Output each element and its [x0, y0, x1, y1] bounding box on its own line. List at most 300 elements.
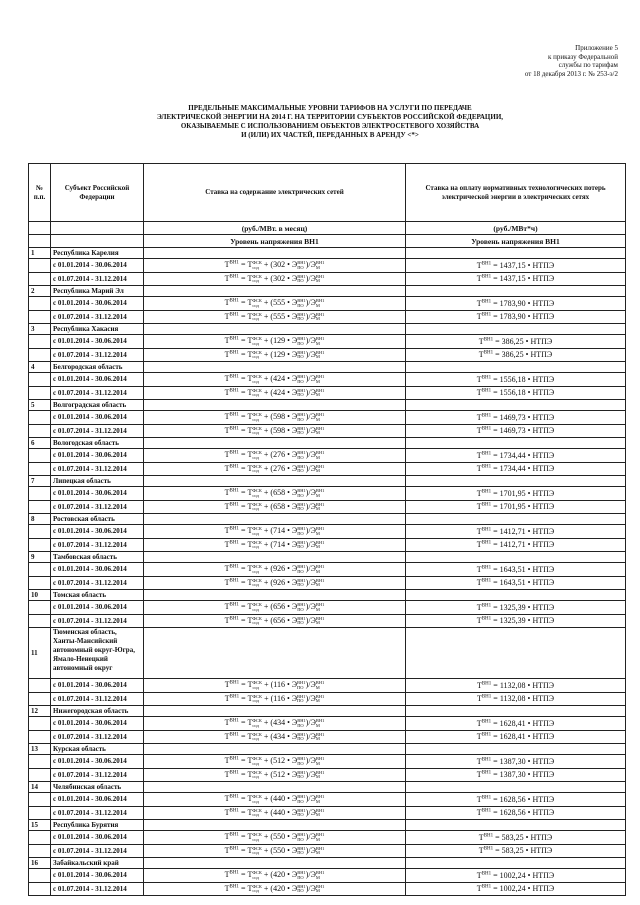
super-sub-index — [297, 795, 306, 804]
region-row — [29, 590, 626, 601]
subscript: ПО — [297, 468, 304, 474]
maintenance-rate-formula: $Т^{ВН1} = Т$ ФСК сод + (926 • Э ВН1 ПО )/Э ВН1 М — [144, 576, 406, 590]
subscript: М — [315, 620, 320, 626]
super-sub-index — [297, 451, 306, 460]
superscript: ВН1 — [315, 336, 325, 342]
superscript: ФСК — [252, 870, 262, 876]
period-label: с 01.01.2014 - 30.06.2014 — [51, 869, 144, 883]
header-maintenance: Ставка на содержание электрических сетей — [144, 164, 406, 222]
super-sub-index — [316, 261, 325, 270]
appendix-line: от 18 декабря 2013 г. № 253-э/2 — [524, 69, 618, 78]
loss-rate-value: 583,25 — [501, 846, 524, 856]
appendix-line: службы по тарифам — [558, 61, 618, 69]
period-label: с 01.01.2014 - 30.06.2014 — [51, 563, 144, 577]
super-sub-index — [316, 427, 325, 436]
losses-rate-formula: $Т^{ВН1} = 1783,90$ • НТПЭ — [406, 310, 626, 324]
maintenance-rate-formula: $Т^{ВН1} = Т$ ФСК сод + (424 • Э ВН1 ПО )/Э ВН1 М — [144, 373, 406, 387]
superscript: ВН1 — [229, 336, 239, 342]
period-row — [29, 373, 626, 387]
loss-rate-value: 1132,08 — [499, 694, 526, 704]
period-label: с 01.01.2014 - 30.06.2014 — [51, 679, 144, 693]
region-row — [29, 744, 626, 755]
level-maintenance: Уровень напряжения ВН1 — [144, 235, 406, 248]
superscript: ФСК — [252, 564, 262, 570]
header-num: № п.п. — [29, 164, 51, 222]
super-sub-index — [297, 351, 306, 360]
superscript: ФСК — [252, 680, 263, 686]
region-number: 16 — [29, 858, 51, 869]
superscript: ВН1 — [297, 450, 306, 456]
superscript: ВН1 — [315, 425, 325, 431]
losses-rate-formula: $Т^{ВН1} = 1132,08$ • НТПЭ — [406, 692, 626, 706]
super-sub-index — [297, 771, 306, 780]
subscript: ПО — [297, 888, 304, 894]
period-row — [29, 386, 626, 400]
region-name: Республика Марий Эл — [51, 286, 144, 297]
superscript: ВН1 — [315, 539, 325, 545]
superscript: ВН1 — [229, 374, 239, 380]
super-sub-index — [297, 885, 306, 894]
subscript: сод — [252, 620, 259, 626]
empty-cell — [144, 820, 406, 831]
loss-rate-value: 1643,51 — [499, 578, 526, 588]
superscript: ВН1 — [229, 564, 239, 570]
superscript: ВН1 — [481, 808, 492, 814]
super-sub-index — [297, 617, 306, 626]
loss-rate-value: 1437,15 — [499, 274, 526, 284]
subscript: ПО — [297, 378, 304, 384]
super-sub-index — [252, 389, 262, 398]
super-sub-index — [316, 757, 325, 766]
super-sub-index — [297, 465, 306, 474]
period-row — [29, 601, 626, 615]
coefficient: 420 — [273, 883, 286, 893]
loss-rate-value: 1132,08 — [499, 680, 526, 690]
region-name: Белгородская область — [51, 362, 144, 373]
subscript: М — [315, 454, 320, 460]
subscript: М — [315, 468, 320, 474]
losses-rate-formula: $Т^{ВН1} = 583,25$ • НТПЭ — [406, 844, 626, 858]
subscript: ПО — [297, 620, 304, 626]
super-sub-index — [297, 427, 306, 436]
super-sub-index — [316, 413, 325, 422]
super-sub-index — [316, 451, 325, 460]
super-sub-index — [316, 847, 325, 856]
maintenance-rate-formula: $Т^{ВН1} = Т$ ФСК сод + (116 • Э ВН1 ПО )/Э ВН1 М — [144, 679, 406, 693]
subscript: сод — [252, 468, 259, 474]
region-name: Волгоградская область — [51, 400, 144, 411]
superscript: ВН1 — [297, 298, 306, 304]
super-sub-index — [252, 427, 262, 436]
superscript: ВН1 — [481, 565, 492, 571]
superscript: ВН1 — [229, 680, 240, 686]
period-label: с 01.07.2014 - 31.12.2014 — [51, 272, 144, 286]
superscript: ВН1 — [483, 833, 494, 839]
subscript: сод — [252, 722, 259, 728]
coefficient: 129 — [273, 336, 286, 346]
tariff-table — [28, 163, 626, 896]
losses-rate-formula: $Т^{ВН1} = 1325,39$ • НТПЭ — [406, 601, 626, 615]
maintenance-rate-formula: $Т^{ВН1} = Т$ ФСК сод + (276 • Э ВН1 ПО )/Э ВН1 М — [144, 449, 406, 463]
super-sub-index — [252, 465, 262, 474]
subscript: сод — [252, 568, 259, 574]
super-sub-index — [297, 389, 306, 398]
region-number: 3 — [29, 324, 51, 335]
super-sub-index — [316, 299, 325, 308]
superscript: ВН1 — [297, 349, 306, 355]
superscript: ВН1 — [315, 769, 325, 775]
empty-cell — [51, 222, 144, 235]
superscript: ФСК — [252, 756, 262, 762]
superscript: ВН1 — [229, 578, 239, 584]
period-label: с 01.07.2014 - 31.12.2014 — [51, 462, 144, 476]
maintenance-rate-formula: $Т^{ВН1} = Т$ ФСК сод + (129 • Э ВН1 ПО )/Э ВН1 М — [144, 348, 406, 362]
super-sub-index — [253, 681, 263, 690]
region-row — [29, 324, 626, 335]
super-sub-index — [252, 503, 262, 512]
losses-rate-formula: $Т^{ВН1} = 1437,15$ • НТПЭ — [406, 272, 626, 286]
super-sub-index — [253, 695, 263, 704]
region-number: 2 — [29, 286, 51, 297]
super-sub-index — [252, 275, 262, 284]
superscript: ВН1 — [229, 298, 239, 304]
coefficient: 424 — [273, 374, 286, 384]
coefficient: 714 — [273, 526, 286, 536]
subscript: М — [315, 340, 320, 346]
superscript: ВН1 — [481, 884, 492, 890]
superscript: ВН1 — [229, 426, 239, 432]
header-losses: Ставка на оплату нормативных технологических потерь электрической энергии в электрических сетях — [406, 164, 626, 222]
subscript: сод — [252, 430, 259, 436]
subscript: сод — [252, 264, 259, 270]
loss-rate-value: 1628,56 — [499, 794, 526, 804]
superscript: ВН1 — [481, 616, 492, 622]
super-sub-index — [297, 541, 306, 550]
region-row — [29, 362, 626, 373]
superscript: ФСК — [252, 718, 262, 724]
super-sub-index — [252, 489, 262, 498]
loss-rate-value: 1387,30 — [499, 756, 526, 766]
period-row — [29, 806, 626, 820]
superscript: ВН1 — [315, 680, 325, 686]
period-label: с 01.07.2014 - 31.12.2014 — [51, 348, 144, 362]
period-row — [29, 335, 626, 349]
subscript: ПО — [297, 850, 304, 856]
super-sub-index — [316, 771, 325, 780]
subscript: сод — [252, 506, 259, 512]
super-sub-index — [252, 733, 262, 742]
period-label: с 01.07.2014 - 31.12.2014 — [51, 768, 144, 782]
super-sub-index — [316, 565, 325, 574]
superscript: ВН1 — [229, 732, 239, 738]
losses-rate-formula: $Т^{ВН1} = 1628,41$ • НТПЭ — [406, 730, 626, 744]
superscript: ВН1 — [297, 412, 306, 418]
subscript: ПО — [297, 874, 304, 880]
region-name: Томская область — [51, 590, 144, 601]
period-label: с 01.01.2014 - 30.06.2014 — [51, 831, 144, 845]
subscript: ПО — [297, 582, 304, 588]
super-sub-index — [297, 733, 306, 742]
subscript: ПО — [297, 760, 304, 766]
superscript: ВН1 — [481, 694, 492, 700]
losses-rate-formula: $Т^{ВН1} = 1628,56$ • НТПЭ — [406, 793, 626, 807]
empty-cell — [29, 310, 51, 324]
empty-cell — [29, 297, 51, 311]
superscript: ВН1 — [297, 374, 306, 380]
period-row — [29, 882, 626, 896]
superscript: ВН1 — [297, 832, 306, 838]
empty-cell — [144, 858, 406, 869]
subscript: сод — [252, 340, 259, 346]
units-row — [29, 222, 626, 235]
coefficient: 656 — [273, 615, 286, 625]
losses-rate-formula: $Т^{ВН1} = 1412,71$ • НТПЭ — [406, 538, 626, 552]
subscript: сод — [252, 606, 259, 612]
period-row — [29, 310, 626, 324]
region-name: Вологодская область — [51, 438, 144, 449]
superscript: ВН1 — [315, 883, 325, 889]
superscript: ВН1 — [315, 387, 325, 393]
super-sub-index — [316, 541, 325, 550]
losses-rate-formula: $Т^{ВН1} = 1643,51$ • НТПЭ — [406, 563, 626, 577]
period-row — [29, 462, 626, 476]
subscript: ПО — [297, 736, 304, 742]
empty-cell — [29, 411, 51, 425]
super-sub-index — [252, 809, 262, 818]
region-name: Ростовская область — [51, 514, 144, 525]
superscript: ВН1 — [483, 350, 494, 356]
loss-rate-value: 1701,95 — [499, 502, 526, 512]
voltage-level-row — [29, 235, 626, 248]
losses-rate-formula: $Т^{ВН1} = 1556,18$ • НТПЭ — [406, 373, 626, 387]
losses-rate-formula: $Т^{ВН1} = 1002,24$ • НТПЭ — [406, 882, 626, 896]
region-number: 15 — [29, 820, 51, 831]
title-line: ПРЕДЕЛЬНЫЕ МАКСИМАЛЬНЫЕ УРОВНИ ТАРИФОВ НА УСЛУГИ ПО ПЕРЕДАЧЕ — [188, 104, 472, 112]
super-sub-index — [316, 719, 325, 728]
period-row — [29, 831, 626, 845]
empty-cell — [144, 706, 406, 717]
superscript: ВН1 — [229, 450, 239, 456]
loss-rate-value: 1628,41 — [499, 718, 526, 728]
maintenance-rate-formula: $Т^{ВН1} = Т$ ФСК сод + (714 • Э ВН1 ПО )/Э ВН1 М — [144, 538, 406, 552]
period-label: с 01.07.2014 - 31.12.2014 — [51, 882, 144, 896]
superscript: ФСК — [252, 883, 262, 889]
super-sub-index — [252, 771, 262, 780]
superscript: ВН1 — [229, 540, 239, 546]
super-sub-index — [252, 719, 262, 728]
period-label: с 01.07.2014 - 31.12.2014 — [51, 806, 144, 820]
subscript: ПО — [297, 416, 304, 422]
super-sub-index — [316, 351, 325, 360]
loss-rate-value: 1783,90 — [499, 312, 526, 322]
super-sub-index — [252, 451, 262, 460]
subscript: ПО — [297, 774, 304, 780]
period-label: с 01.07.2014 - 31.12.2014 — [51, 310, 144, 324]
subscript: М — [315, 812, 320, 818]
subscript: ПО — [297, 316, 304, 322]
superscript: ВН1 — [315, 832, 325, 838]
subscript: ПО — [297, 812, 304, 818]
subscript: ПО — [297, 264, 304, 270]
period-row — [29, 717, 626, 731]
super-sub-index — [297, 871, 306, 880]
coefficient: 302 — [273, 273, 286, 283]
empty-cell — [406, 400, 626, 411]
superscript: ВН1 — [297, 526, 306, 532]
coefficient: 434 — [273, 718, 286, 728]
coefficient: 512 — [273, 769, 286, 779]
super-sub-index — [316, 389, 325, 398]
losses-rate-formula: $Т^{ВН1} = 1734,44$ • НТПЭ — [406, 462, 626, 476]
coefficient: 276 — [273, 450, 286, 460]
super-sub-index — [316, 489, 325, 498]
super-sub-index — [297, 719, 306, 728]
superscript: ВН1 — [315, 260, 325, 266]
empty-cell — [144, 286, 406, 297]
period-label: с 01.07.2014 - 31.12.2014 — [51, 500, 144, 514]
region-number: 10 — [29, 590, 51, 601]
maintenance-rate-formula: $Т^{ВН1} = Т$ ФСК сод + (276 • Э ВН1 ПО )/Э ВН1 М — [144, 462, 406, 476]
maintenance-rate-formula: $Т^{ВН1} = Т$ ФСК сод + (550 • Э ВН1 ПО )/Э ВН1 М — [144, 844, 406, 858]
subscript: М — [315, 278, 320, 284]
empty-cell — [144, 782, 406, 793]
empty-cell — [29, 563, 51, 577]
subscript: сод — [252, 698, 259, 704]
region-row — [29, 552, 626, 563]
loss-rate-value: 1628,41 — [499, 732, 526, 742]
losses-rate-formula: $Т^{ВН1} = 1701,95$ • НТПЭ — [406, 500, 626, 514]
super-sub-index — [316, 733, 325, 742]
super-sub-index — [297, 261, 306, 270]
superscript: ВН1 — [297, 260, 306, 266]
superscript: ВН1 — [297, 387, 306, 393]
empty-cell — [29, 386, 51, 400]
region-name: Челябинская область — [51, 782, 144, 793]
superscript: ВН1 — [315, 564, 325, 570]
super-sub-index — [252, 847, 262, 856]
period-row — [29, 424, 626, 438]
super-sub-index — [297, 489, 306, 498]
maintenance-rate-formula: $Т^{ВН1} = Т$ ФСК сод + (302 • Э ВН1 ПО )/Э ВН1 М — [144, 259, 406, 273]
super-sub-index — [316, 375, 325, 384]
superscript: ФСК — [252, 807, 262, 813]
period-label: с 01.07.2014 - 31.12.2014 — [51, 538, 144, 552]
superscript: ВН1 — [297, 602, 306, 608]
subscript: М — [315, 874, 320, 880]
superscript: ВН1 — [315, 731, 325, 737]
subscript: ПО — [297, 530, 304, 536]
superscript: ФСК — [252, 615, 262, 621]
superscript: ВН1 — [315, 273, 325, 279]
region-number: 13 — [29, 744, 51, 755]
region-name: Нижегородская область — [51, 706, 144, 717]
superscript: ВН1 — [297, 564, 306, 570]
superscript: ВН1 — [481, 489, 492, 495]
coefficient: 598 — [273, 425, 286, 435]
subscript: сод — [252, 302, 259, 308]
superscript: ФСК — [252, 731, 262, 737]
super-sub-index — [252, 871, 262, 880]
super-sub-index — [316, 603, 325, 612]
period-label: с 01.07.2014 - 31.12.2014 — [51, 576, 144, 590]
empty-cell — [29, 424, 51, 438]
subscript: М — [315, 850, 320, 856]
empty-cell — [29, 373, 51, 387]
subscript: М — [315, 684, 320, 690]
empty-cell — [29, 449, 51, 463]
superscript: ВН1 — [229, 526, 239, 532]
period-row — [29, 411, 626, 425]
empty-cell — [51, 235, 144, 248]
super-sub-index — [252, 795, 262, 804]
super-sub-index — [252, 541, 262, 550]
superscript: ВН1 — [483, 846, 494, 852]
losses-rate-formula: $Т^{ВН1} = 1469,73$ • НТПЭ — [406, 424, 626, 438]
superscript: ВН1 — [229, 832, 239, 838]
maintenance-rate-formula: $Т^{ВН1} = Т$ ФСК сод + (424 • Э ВН1 ПО )/Э ВН1 М — [144, 386, 406, 400]
empty-cell — [406, 858, 626, 869]
superscript: ФСК — [252, 526, 262, 532]
subscript: сод — [252, 316, 259, 322]
appendix-note — [525, 44, 618, 78]
superscript: ВН1 — [229, 770, 239, 776]
superscript: ВН1 — [481, 578, 492, 584]
losses-rate-formula: $Т^{ВН1} = 1412,71$ • НТПЭ — [406, 525, 626, 539]
super-sub-index — [316, 579, 325, 588]
superscript: ВН1 — [315, 488, 325, 494]
maintenance-rate-formula: $Т^{ВН1} = Т$ ФСК сод + (658 • Э ВН1 ПО )/Э ВН1 М — [144, 500, 406, 514]
coefficient: 434 — [273, 731, 286, 741]
subscript: М — [315, 530, 320, 536]
superscript: ВН1 — [297, 311, 306, 317]
title-line: ЭЛЕКТРИЧЕСКОЙ ЭНЕРГИИ НА 2014 Г. НА ТЕРРИТОРИИ СУБЪЕКТОВ РОССИЙСКОЙ ФЕДЕРАЦИИ, — [156, 113, 504, 121]
superscript: ФСК — [252, 501, 262, 507]
superscript: ВН1 — [229, 756, 239, 762]
period-label: с 01.01.2014 - 30.06.2014 — [51, 717, 144, 731]
period-row — [29, 297, 626, 311]
period-row — [29, 449, 626, 463]
super-sub-index — [297, 299, 306, 308]
subscript: ПО — [297, 454, 304, 460]
coefficient: 424 — [273, 387, 286, 397]
level-losses: Уровень напряжения ВН1 — [406, 235, 626, 248]
superscript: ВН1 — [315, 450, 325, 456]
superscript: ВН1 — [315, 718, 325, 724]
maintenance-rate-formula: $Т^{ВН1} = Т$ ФСК сод + (434 • Э ВН1 ПО )/Э ВН1 М — [144, 730, 406, 744]
losses-rate-formula: $Т^{ВН1} = 1325,39$ • НТПЭ — [406, 614, 626, 628]
superscript: ВН1 — [481, 312, 492, 318]
period-row — [29, 844, 626, 858]
coefficient: 276 — [273, 463, 286, 473]
superscript: ВН1 — [481, 681, 492, 687]
maintenance-rate-formula: $Т^{ВН1} = Т$ ФСК сод + (440 • Э ВН1 ПО )/Э ВН1 М — [144, 793, 406, 807]
period-row — [29, 487, 626, 501]
superscript: ВН1 — [315, 845, 325, 851]
subscript: ПО — [297, 302, 304, 308]
document-title — [60, 104, 600, 140]
subscript: сод — [252, 812, 259, 818]
superscript: ФСК — [252, 539, 262, 545]
super-sub-index — [297, 757, 306, 766]
subscript: ПО — [297, 798, 304, 804]
loss-rate-value: 583,25 — [501, 832, 524, 842]
superscript: ВН1 — [297, 769, 306, 775]
superscript: ВН1 — [481, 375, 492, 381]
maintenance-rate-formula: $Т^{ВН1} = Т$ ФСК сод + (656 • Э ВН1 ПО )/Э ВН1 М — [144, 614, 406, 628]
super-sub-index — [252, 375, 262, 384]
super-sub-index — [297, 847, 306, 856]
superscript: ВН1 — [229, 616, 239, 622]
